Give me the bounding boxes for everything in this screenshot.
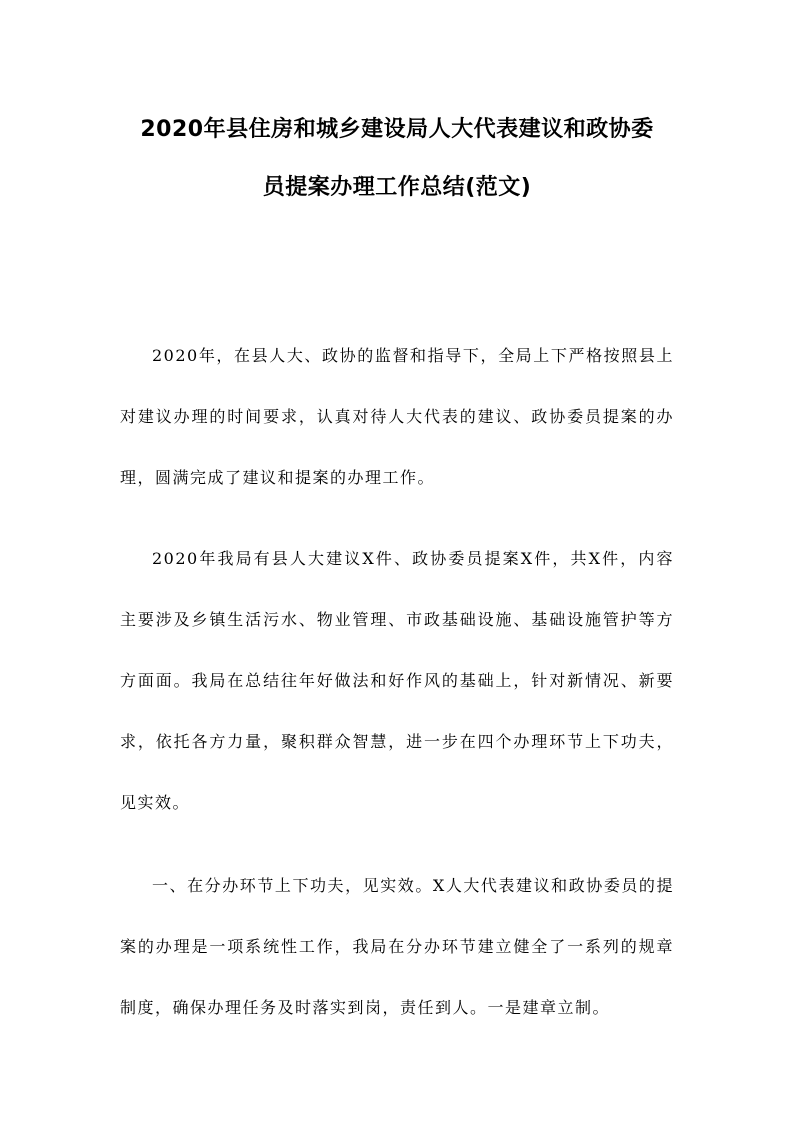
document-title-line-1: 2020年县住房和城乡建设局人大代表建议和政协委 — [140, 117, 654, 142]
paragraph-section-one: 一、在分办环节上下功夫，见实效。X人大代表建议和政协委员的提案的办理是一项系统性工作，我局在分办环节建立健全了一系列的规章制度，确保办理任务及时落实到岗，责任到人。一是建章立制。 — [120, 876, 674, 1017]
paragraph-overview: 2020年我局有县人大建议X件、政协委员提案X件，共X件，内容主要涉及乡镇生活污水、物业管理、市政基础设施、基础设施管护等方方面面。我局在总结往年好做法和好作风的基础上，针对新情况、新要求，依托各方力量，聚积群众智慧，进一步在四个办理环节上下功夫，见实效。 — [120, 549, 674, 812]
document-title-line-2: 员提案办理工作总结(范文) — [262, 175, 532, 200]
paragraph-intro: 2020年，在县人大、政协的监督和指导下，全局上下严格按照县上对建议办理的时间要求，认真对待人大代表的建议、政协委员提案的办理，圆满完成了建议和提案的办理工作。 — [120, 346, 674, 487]
